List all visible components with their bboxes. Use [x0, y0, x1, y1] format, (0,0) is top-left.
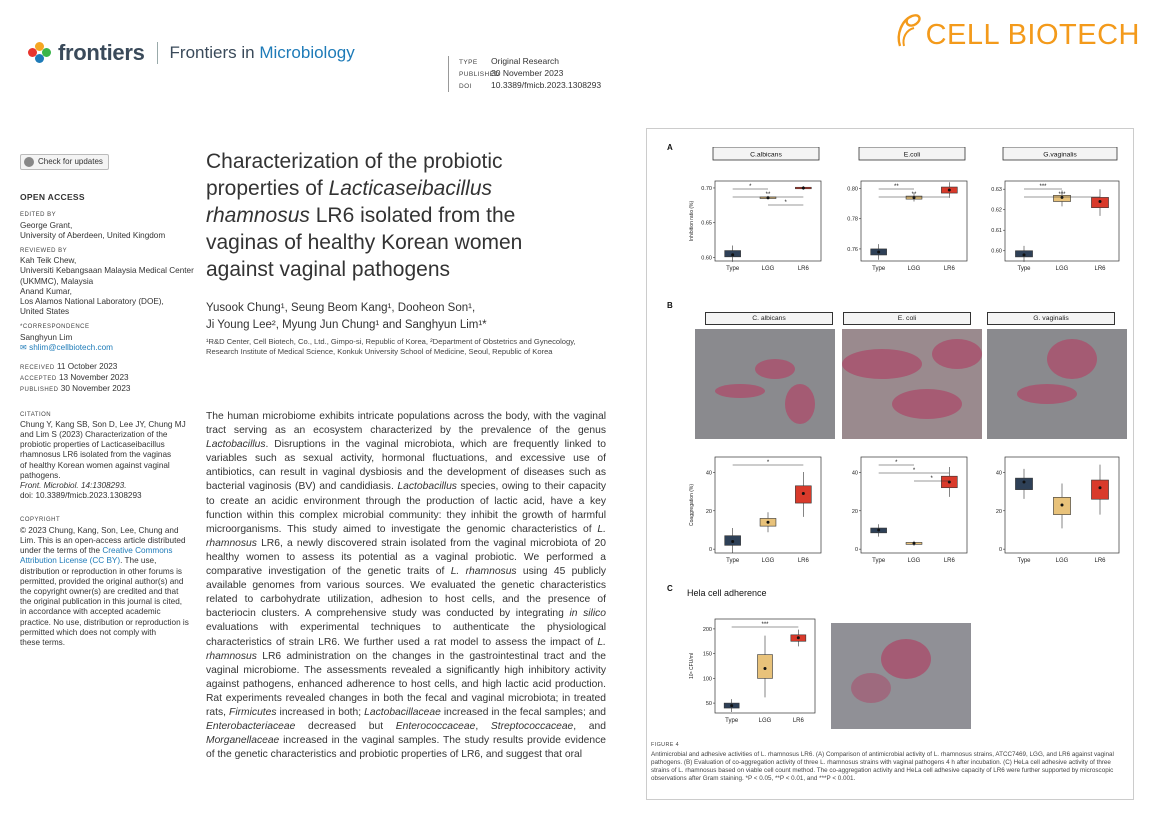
y-tick-label: 0.60 [991, 248, 1002, 255]
x-tick-label: LR6 [1094, 558, 1106, 564]
doi[interactable]: 10.3389/fmicb.2023.1308293 [491, 80, 602, 90]
y-tick-label: 100 [702, 676, 712, 683]
journal-name: Frontiers in Microbiology [169, 43, 355, 62]
sig-label: *** [761, 622, 769, 628]
mean-point [1099, 486, 1102, 489]
refresh-icon [24, 157, 34, 167]
x-tick-label: Type [872, 266, 886, 272]
mean-point [1023, 253, 1026, 256]
y-tick-label: 20 [851, 508, 858, 515]
x-tick-label: LR6 [943, 558, 955, 564]
figure-4 [646, 128, 1134, 800]
x-tick-label: LR6 [1094, 266, 1106, 272]
figure-caption: FIGURE 4 Antimicrobial and adhesive activities of L. rhamnosus LR6. (A) Comparison of antimicrobial activity of L. rhamnosus strains, ATCC7469, LGG, and LR6 against vaginal pathogens. (B) Evaluation of co-aggregation activity of three L. rhamnosus strains with vaginal pathogens 4 h after incubation. (C) HeLa cell adhesive activity of three strains of L. rhamnosus based on viable cell count method. The co-aggregation activity and HeLa cell adhesive capacity of LR6 were further supported by microscopic observations after Gram staining. *P < 0.05, **P < 0.01, and ***P < 0.001. [651, 742, 1114, 782]
y-tick-label: 200 [702, 626, 712, 633]
x-tick-label: LGG [1055, 266, 1069, 272]
mean-point [913, 542, 916, 545]
y-tick-label: 0.65 [701, 220, 712, 227]
mean-point [1061, 504, 1064, 507]
micrograph-calbicans [695, 329, 835, 439]
author-list: Yusook Chung¹, Seung Beom Kang¹, Dooheon Son¹, Ji Young Lee², Myung Jun Chung¹ and Sanghyun Lim¹* [206, 302, 487, 331]
panel-c-label: C [667, 584, 673, 593]
copyright: © 2023 Chung, Kang, Son, Lee, Chung and Lim. This is an open-access article distributed under the terms of the Creative Commons Attribution License (CC BY). The use, distribution or reproduction in other forums is permitted, provided the original author(s) and the copyright owner(s) are credited and that the original publication in this journal is cited, in accordance with accepted academic practice. No use, distribution or reproduction is permitted which does not comply with these terms. [20, 525, 189, 647]
boxplot-6 [687, 607, 821, 729]
y-tick-label: 20 [995, 508, 1002, 515]
box-lr6 [1091, 480, 1108, 499]
sig-label: * [749, 184, 752, 190]
y-tick-label: 40 [705, 470, 712, 477]
mean-point [730, 704, 733, 707]
boxplot-0 [687, 147, 827, 277]
strip-b-ecoli: E. coli [843, 312, 971, 325]
mean-point [802, 186, 805, 189]
mean-point [877, 250, 880, 253]
y-tick-label: 0 [708, 547, 712, 554]
frontiers-mark-icon [28, 42, 52, 64]
y-tick-label: 40 [851, 470, 858, 477]
y-tick-label: 150 [702, 651, 712, 658]
cell-biotech-wordmark: CELL BIOTECH [925, 19, 1140, 51]
y-tick-label: 40 [995, 470, 1002, 477]
sig-label: ** [893, 184, 899, 190]
email-link[interactable]: ✉ shlim@cellbiotech.com [20, 342, 113, 352]
article-meta: TYPE Original Research PUBLISHED30 November 2023 DOI 10.3389/fmicb.2023.1308293 [448, 56, 601, 92]
frontiers-brand: frontiers [58, 40, 145, 65]
reviewed-by: Kah Teik Chew, Universiti Kebangsaan Malaysia Medical Center (UKMMC), Malaysia Anand Kumar, Los Alamos National Laboratory (DOE), United States [20, 256, 194, 317]
article-title: Characterization of the probiotic properties of Lacticaseibacillus rhamnosus LR6 isolated from the vaginas of healthy Korean women against vaginal pathogens [206, 150, 523, 281]
y-tick-label: 0 [854, 547, 858, 554]
panel-a-label: A [667, 143, 673, 152]
mean-point [1023, 480, 1026, 483]
boxplot-2 [977, 147, 1125, 277]
y-tick-label: 0.76 [847, 246, 858, 253]
article-sidebar: Check for updates OPEN ACCESS EDITED BY George Grant, University of Aberdeen, United Kingdom REVIEWED BY Kah Teik Chew, Universiti Kebangsaan Malaysia Medical Center (UKMMC), Malaysia Anand Kumar, Los Alamos National Laboratory (DOE), United States *CORRESPONDENCE Sanghyun Lim ✉ shlim@cellbiotech.com RECEIVED 11 October 2023 ACCEPTED 13 November 2023 PUBLISHED 30 November 2023 CITATION Chung Y, Kang SB, Son D, Lee JY, Chung MJ and Lim S (2023) Characterization of the probiotic properties of Lacticaseibacillus rhamnosus LR6 isolated from the vaginas of healthy Korean women against vaginal pathogens. Front. Microbiol. 14:1308293. doi: 10.3389/fmicb.2023.1308293 COPYRIGHT © 2023 Chung, Kang, Son, Lee, Chung and Lim. This is an open-access article distributed under the terms of the Creative Commons Attribution License (CC BY). The use, distribution or reproduction in other forums is permitted, provided the original author(s) and the copyright owner(s) are credited and that the original publication in this journal is cited, in accordance with accepted academic practice. No use, distribution or reproduction is permitted which does not comply with these terms. [20, 154, 196, 648]
x-tick-label: LGG [761, 266, 775, 272]
boxplot-3 [687, 445, 827, 569]
y-axis-label: Inhibition ratio (%) [689, 200, 695, 242]
y-tick-label: 0 [998, 547, 1002, 554]
box-lgg [758, 655, 773, 679]
check-updates-button[interactable]: Check for updates [20, 154, 109, 170]
boxplot-5 [977, 445, 1125, 569]
accepted-date: ACCEPTED 13 November 2023 [20, 373, 129, 383]
x-tick-label: Type [726, 558, 740, 564]
sig-label: * [912, 468, 916, 474]
box-type [1015, 478, 1032, 490]
y-tick-label: 50 [705, 701, 712, 708]
x-tick-label: LR6 [797, 558, 809, 564]
open-access-label: OPEN ACCESS [20, 192, 85, 203]
cell-biotech-logo [894, 10, 1140, 50]
cc-license-link-2[interactable]: Attribution License (CC BY) [20, 556, 121, 566]
x-tick-label: LGG [761, 558, 775, 564]
sig-label: * [784, 200, 787, 206]
x-tick-label: Type [725, 718, 739, 724]
sig-label: * [895, 460, 898, 466]
correspondence: Sanghyun Lim ✉ shlim@cellbiotech.com [20, 333, 196, 353]
sig-label: ** [765, 192, 771, 198]
published-date: 30 November 2023 [491, 68, 564, 78]
y-tick-label: 0.63 [991, 187, 1002, 194]
x-tick-label: LGG [907, 558, 921, 564]
citation: Chung Y, Kang SB, Son D, Lee JY, Chung MJ and Lim S (2023) Characterization of the probiotic properties of Lacticaseibacillus rhamnosus LR6 isolated from the vaginas of healthy Korean women against vaginal pathogens. Front. Microbiol. 14:1308293. doi: 10.3389/fmicb.2023.1308293 [20, 419, 186, 501]
mean-point [1099, 200, 1102, 203]
mean-point [767, 521, 770, 524]
y-axis-label: Coaggregation (%) [689, 484, 695, 526]
x-tick-label: Type [1017, 558, 1031, 564]
x-tick-label: Type [1017, 266, 1031, 272]
y-axis-label: 10⁶ CFU/ml [689, 653, 695, 679]
mean-point [948, 189, 951, 192]
strip-b-gvaginalis: G. vaginalis [987, 312, 1115, 325]
received-date: RECEIVED 11 October 2023 [20, 362, 118, 372]
strip-title-text: C.albicans [750, 151, 782, 159]
y-tick-label: 0.60 [701, 255, 712, 262]
mean-point [764, 667, 767, 670]
published-date-sidebar: PUBLISHED 30 November 2023 [20, 384, 131, 394]
mean-point [731, 540, 734, 543]
x-tick-label: LGG [758, 718, 772, 724]
x-tick-label: LR6 [797, 266, 809, 272]
x-tick-label: LGG [907, 266, 921, 272]
boxplot-1 [833, 147, 973, 277]
article-type: Original Research [491, 56, 560, 66]
y-tick-label: 0.70 [701, 185, 712, 192]
strip-b-calbicans: C. albicans [705, 312, 833, 325]
sig-label: ** [911, 192, 917, 198]
strip-title-text: G.vaginalis [1043, 151, 1077, 159]
strip-title-text: E.coli [903, 151, 921, 159]
micrograph-ecoli [842, 329, 982, 439]
y-tick-label: 20 [705, 508, 712, 515]
y-tick-label: 0.80 [847, 186, 858, 193]
micrograph-gvaginalis [987, 329, 1127, 439]
sig-label: * [930, 476, 933, 482]
frontiers-logo[interactable] [28, 40, 355, 66]
x-tick-label: LGG [1055, 558, 1069, 564]
logo-divider [157, 42, 158, 64]
x-tick-label: Type [726, 266, 740, 272]
mean-point [802, 492, 805, 495]
y-tick-label: 0.62 [991, 207, 1002, 214]
boxplot-4 [833, 445, 973, 569]
mean-point [731, 253, 734, 256]
sig-label: *** [1058, 192, 1066, 198]
cc-license-link[interactable]: Creative Commons [102, 546, 173, 556]
mean-point [797, 636, 800, 639]
edited-by: George Grant, University of Aberdeen, United Kingdom [20, 220, 166, 240]
affiliations: ¹R&D Center, Cell Biotech, Co., Ltd., Gimpo-si, Republic of Korea, ²Department of Obstetrics and Gynecology, Research Institute of Medical Science, Konkuk University School of Medicine, Seoul, Republic of Korea [206, 337, 576, 356]
panel-b-label: B [667, 301, 673, 310]
x-tick-label: Type [872, 558, 886, 564]
x-tick-label: LR6 [792, 718, 804, 724]
y-tick-label: 0.61 [991, 228, 1002, 235]
cell-biotech-swirl-icon [894, 10, 924, 50]
y-tick-label: 0.78 [847, 216, 858, 223]
mean-point [877, 528, 880, 531]
hela-title: Hela cell adherence [687, 588, 767, 598]
micrograph-hela [831, 623, 971, 729]
sig-label: * [766, 460, 770, 466]
x-tick-label: LR6 [943, 266, 955, 272]
abstract-text: The human microbiome exhibits intricate populations across the body, with the vaginal tract serving as an ecosystem characterized by the prevalence of the genus Lactobacillus. Disruptions in the vaginal microbiota, which are frequently linked to variables such as sexual activity, hormonal fluctuations, and excessive use of antibiotics, can result in vaginal dysbiosis and the development of diseases such as bacterial vaginosis (BV) and candidiasis. Lactobacillus species, owing to their capacity to create an acidic environment through the production of lactic acid, have a key function within this complex microbial community: they inhibit the growth of harmful microorganisms. This study aimed to investigate the genomic characteristics of L. rhamnosus LR6, a newly discovered strain isolated from the vaginal microbiota of 20 healthy women to assess its potential as a vaginal probiotic. We performed a comparative investigation of the genetic traits of L. rhamnosus using 45 publicly available genomes from various sources. We evaluated the genetic characteristics related to carbohydrate utilization, adhesion to host cells, and the presence of bacteriocin clusters. A comprehensive study was conducted by integrating in silico evaluations with experimental techniques to authenticate the physiological characteristics of strain LR6. We further used a rat model to assess the impact of L. rhamnosus LR6 administration on the changes in the gastrointestinal tract and the vaginal microbiome. The assessments revealed a significantly high inhibitory activity against pathogens, enhanced adherence to host cells, and high lactic acid production. Rat experiments revealed changes in both the fecal and vaginal microbiota; in treated rats, Firmicutes increased in both; Lactobacillaceae increased in the fecal samples; and Enterobacteriaceae decreased but Enterococcaceae, Streptococcaceae, and Morganellaceae increased in the vaginal samples. The study results provide evidence of the genetic characteristics and probiotic properties of LR6, and suggest that oral [206, 411, 607, 761]
sig-label: *** [1039, 184, 1047, 190]
